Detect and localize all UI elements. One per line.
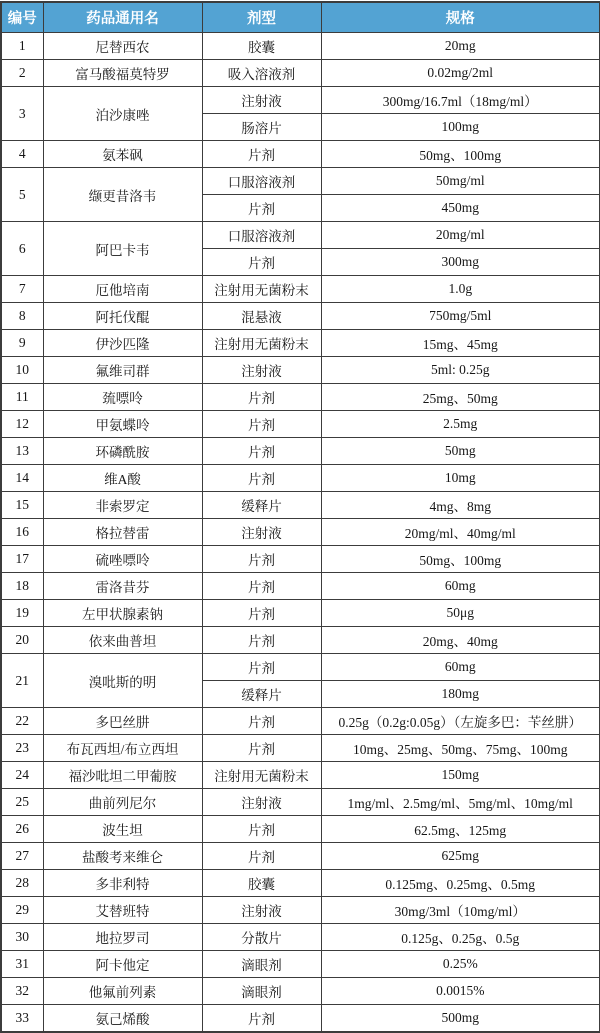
dosage-form-cell: 片剂 (202, 249, 321, 276)
row-number-cell: 14 (1, 465, 43, 492)
table-row (1, 627, 600, 654)
table-row (1, 357, 600, 384)
row-number-cell: 19 (1, 600, 43, 627)
drug-name-cell: 氨苯砜 (43, 141, 202, 168)
spec-cell: 180mg (321, 681, 600, 708)
drug-table (0, 1, 600, 1033)
table-row (1, 762, 600, 789)
drug-name-cell: 依来曲普坦 (43, 627, 202, 654)
table-row (1, 411, 600, 438)
dosage-form-cell: 分散片 (202, 924, 321, 951)
dosage-form-cell: 肠溶片 (202, 114, 321, 141)
spec-cell: 50mg (321, 438, 600, 465)
row-number-cell: 7 (1, 276, 43, 303)
drug-name-cell: 尼替西农 (43, 33, 202, 60)
table-row (1, 978, 600, 1005)
spec-cell: 1.0g (321, 276, 600, 303)
drug-name-cell: 伊沙匹隆 (43, 330, 202, 357)
dosage-form-cell: 注射用无菌粉末 (202, 762, 321, 789)
table-row (1, 276, 600, 303)
header-specification: 规格 (321, 2, 600, 33)
dosage-form-cell: 片剂 (202, 735, 321, 762)
table-row (1, 492, 600, 519)
table-row (1, 600, 600, 627)
drug-name-cell: 地拉罗司 (43, 924, 202, 951)
row-number-cell: 16 (1, 519, 43, 546)
dosage-form-cell: 片剂 (202, 1005, 321, 1033)
row-number-cell: 22 (1, 708, 43, 735)
row-number-cell: 15 (1, 492, 43, 519)
dosage-form-cell: 注射液 (202, 519, 321, 546)
dosage-form-cell: 滴眼剂 (202, 978, 321, 1005)
spec-cell: 50mg、100mg (321, 546, 600, 573)
drug-name-cell: 阿巴卡韦 (43, 222, 202, 276)
spec-cell: 20mg/ml (321, 222, 600, 249)
spec-cell: 300mg/16.7ml（18mg/ml） (321, 87, 600, 114)
drug-name-cell: 盐酸考来维仑 (43, 843, 202, 870)
row-number-cell: 5 (1, 168, 43, 222)
table-row (1, 60, 600, 87)
spec-cell: 500mg (321, 1005, 600, 1033)
spec-cell: 50mg、100mg (321, 141, 600, 168)
spec-cell: 4mg、8mg (321, 492, 600, 519)
drug-name-cell: 非索罗定 (43, 492, 202, 519)
dosage-form-cell: 滴眼剂 (202, 951, 321, 978)
row-number-cell: 11 (1, 384, 43, 411)
row-number-cell: 12 (1, 411, 43, 438)
spec-cell: 1mg/ml、2.5mg/ml、5mg/ml、10mg/ml (321, 789, 600, 816)
spec-cell: 2.5mg (321, 411, 600, 438)
spec-cell: 15mg、45mg (321, 330, 600, 357)
table-row (1, 141, 600, 168)
row-number-cell: 18 (1, 573, 43, 600)
spec-cell: 60mg (321, 654, 600, 681)
spec-cell: 0.25g（0.2g:0.05g）（左旋多巴：苄丝肼） (321, 708, 600, 735)
dosage-form-cell: 片剂 (202, 465, 321, 492)
row-number-cell: 26 (1, 816, 43, 843)
spec-cell: 10mg、25mg、50mg、75mg、100mg (321, 735, 600, 762)
drug-name-cell: 巯嘌呤 (43, 384, 202, 411)
table-row (1, 519, 600, 546)
spec-cell: 30mg/3ml（10mg/ml） (321, 897, 600, 924)
row-number-cell: 3 (1, 87, 43, 141)
drug-name-cell: 维A酸 (43, 465, 202, 492)
dosage-form-cell: 注射液 (202, 357, 321, 384)
row-number-cell: 1 (1, 33, 43, 60)
row-number-cell: 30 (1, 924, 43, 951)
row-number-cell: 2 (1, 60, 43, 87)
dosage-form-cell: 注射用无菌粉末 (202, 276, 321, 303)
drug-name-cell: 波生坦 (43, 816, 202, 843)
row-number-cell: 4 (1, 141, 43, 168)
drug-name-cell: 多非利特 (43, 870, 202, 897)
table-row (1, 1005, 600, 1033)
drug-name-cell: 曲前列尼尔 (43, 789, 202, 816)
table-row (1, 843, 600, 870)
drug-name-cell: 雷洛昔芬 (43, 573, 202, 600)
drug-name-cell: 氨己烯酸 (43, 1005, 202, 1033)
dosage-form-cell: 片剂 (202, 600, 321, 627)
drug-name-cell: 阿卡他定 (43, 951, 202, 978)
drug-name-cell: 富马酸福莫特罗 (43, 60, 202, 87)
row-number-cell: 23 (1, 735, 43, 762)
table-row (1, 897, 600, 924)
row-number-cell: 8 (1, 303, 43, 330)
table-row (1, 87, 600, 114)
spec-cell: 625mg (321, 843, 600, 870)
dosage-form-cell: 混悬液 (202, 303, 321, 330)
drug-name-cell: 厄他培南 (43, 276, 202, 303)
drug-name-cell: 布瓦西坦/布立西坦 (43, 735, 202, 762)
table-row (1, 546, 600, 573)
row-number-cell: 29 (1, 897, 43, 924)
spec-cell: 20mg、40mg (321, 627, 600, 654)
row-number-cell: 13 (1, 438, 43, 465)
table-row (1, 330, 600, 357)
spec-cell: 10mg (321, 465, 600, 492)
row-number-cell: 9 (1, 330, 43, 357)
dosage-form-cell: 缓释片 (202, 681, 321, 708)
row-number-cell: 24 (1, 762, 43, 789)
drug-name-cell: 多巴丝肼 (43, 708, 202, 735)
spec-cell: 20mg/ml、40mg/ml (321, 519, 600, 546)
table-row (1, 222, 600, 249)
spec-cell: 300mg (321, 249, 600, 276)
row-number-cell: 6 (1, 222, 43, 276)
row-number-cell: 20 (1, 627, 43, 654)
table-row (1, 168, 600, 195)
dosage-form-cell: 片剂 (202, 411, 321, 438)
dosage-form-cell: 口服溶液剂 (202, 168, 321, 195)
spec-cell: 25mg、50mg (321, 384, 600, 411)
row-number-cell: 31 (1, 951, 43, 978)
spec-cell: 100mg (321, 114, 600, 141)
drug-name-cell: 阿托伐醌 (43, 303, 202, 330)
dosage-form-cell: 片剂 (202, 141, 321, 168)
dosage-form-cell: 片剂 (202, 546, 321, 573)
drug-name-cell: 环磷酰胺 (43, 438, 202, 465)
table-row (1, 708, 600, 735)
table-row (1, 654, 600, 681)
dosage-form-cell: 片剂 (202, 384, 321, 411)
drug-name-cell: 溴吡斯的明 (43, 654, 202, 708)
drug-name-cell: 艾替班特 (43, 897, 202, 924)
drug-name-cell: 福沙吡坦二甲葡胺 (43, 762, 202, 789)
table-row (1, 573, 600, 600)
spec-cell: 20mg (321, 33, 600, 60)
spec-cell: 62.5mg、125mg (321, 816, 600, 843)
spec-cell: 450mg (321, 195, 600, 222)
spec-cell: 50mg/ml (321, 168, 600, 195)
dosage-form-cell: 片剂 (202, 708, 321, 735)
drug-name-cell: 氟维司群 (43, 357, 202, 384)
dosage-form-cell: 吸入溶液剂 (202, 60, 321, 87)
table-row (1, 438, 600, 465)
row-number-cell: 25 (1, 789, 43, 816)
dosage-form-cell: 缓释片 (202, 492, 321, 519)
drug-name-cell: 他氟前列素 (43, 978, 202, 1005)
spec-cell: 0.125g、0.25g、0.5g (321, 924, 600, 951)
dosage-form-cell: 片剂 (202, 843, 321, 870)
row-number-cell: 17 (1, 546, 43, 573)
row-number-cell: 28 (1, 870, 43, 897)
dosage-form-cell: 注射液 (202, 789, 321, 816)
row-number-cell: 10 (1, 357, 43, 384)
table-row (1, 465, 600, 492)
table-row (1, 870, 600, 897)
header-drug-name: 药品通用名 (43, 2, 202, 33)
dosage-form-cell: 口服溶液剂 (202, 222, 321, 249)
drug-name-cell: 硫唑嘌呤 (43, 546, 202, 573)
spec-cell: 0.02mg/2ml (321, 60, 600, 87)
drug-name-cell: 缬更昔洛韦 (43, 168, 202, 222)
dosage-form-cell: 片剂 (202, 654, 321, 681)
dosage-form-cell: 片剂 (202, 627, 321, 654)
drug-table-header (1, 2, 600, 33)
table-row (1, 384, 600, 411)
spec-cell: 50μg (321, 600, 600, 627)
drug-name-cell: 甲氨蝶呤 (43, 411, 202, 438)
table-row (1, 33, 600, 60)
dosage-form-cell: 注射液 (202, 897, 321, 924)
table-row (1, 951, 600, 978)
spec-cell: 60mg (321, 573, 600, 600)
table-row (1, 816, 600, 843)
header-number: 编号 (1, 2, 43, 33)
row-number-cell: 27 (1, 843, 43, 870)
dosage-form-cell: 片剂 (202, 438, 321, 465)
dosage-form-cell: 片剂 (202, 573, 321, 600)
spec-cell: 0.25% (321, 951, 600, 978)
dosage-form-cell: 注射用无菌粉末 (202, 330, 321, 357)
dosage-form-cell: 片剂 (202, 195, 321, 222)
table-row (1, 735, 600, 762)
drug-name-cell: 格拉替雷 (43, 519, 202, 546)
row-number-cell: 32 (1, 978, 43, 1005)
spec-cell: 5ml: 0.25g (321, 357, 600, 384)
spec-cell: 0.125mg、0.25mg、0.5mg (321, 870, 600, 897)
dosage-form-cell: 片剂 (202, 816, 321, 843)
dosage-form-cell: 胶囊 (202, 870, 321, 897)
drug-table-body (1, 33, 600, 1033)
dosage-form-cell: 胶囊 (202, 33, 321, 60)
spec-cell: 750mg/5ml (321, 303, 600, 330)
drug-name-cell: 泊沙康唑 (43, 87, 202, 141)
drug-name-cell: 左甲状腺素钠 (43, 600, 202, 627)
row-number-cell: 33 (1, 1005, 43, 1033)
spec-cell: 150mg (321, 762, 600, 789)
spec-cell: 0.0015% (321, 978, 600, 1005)
row-number-cell: 21 (1, 654, 43, 708)
table-row (1, 789, 600, 816)
header-row (1, 2, 600, 33)
dosage-form-cell: 注射液 (202, 87, 321, 114)
header-dosage-form: 剂型 (202, 2, 321, 33)
table-row (1, 303, 600, 330)
table-row (1, 924, 600, 951)
